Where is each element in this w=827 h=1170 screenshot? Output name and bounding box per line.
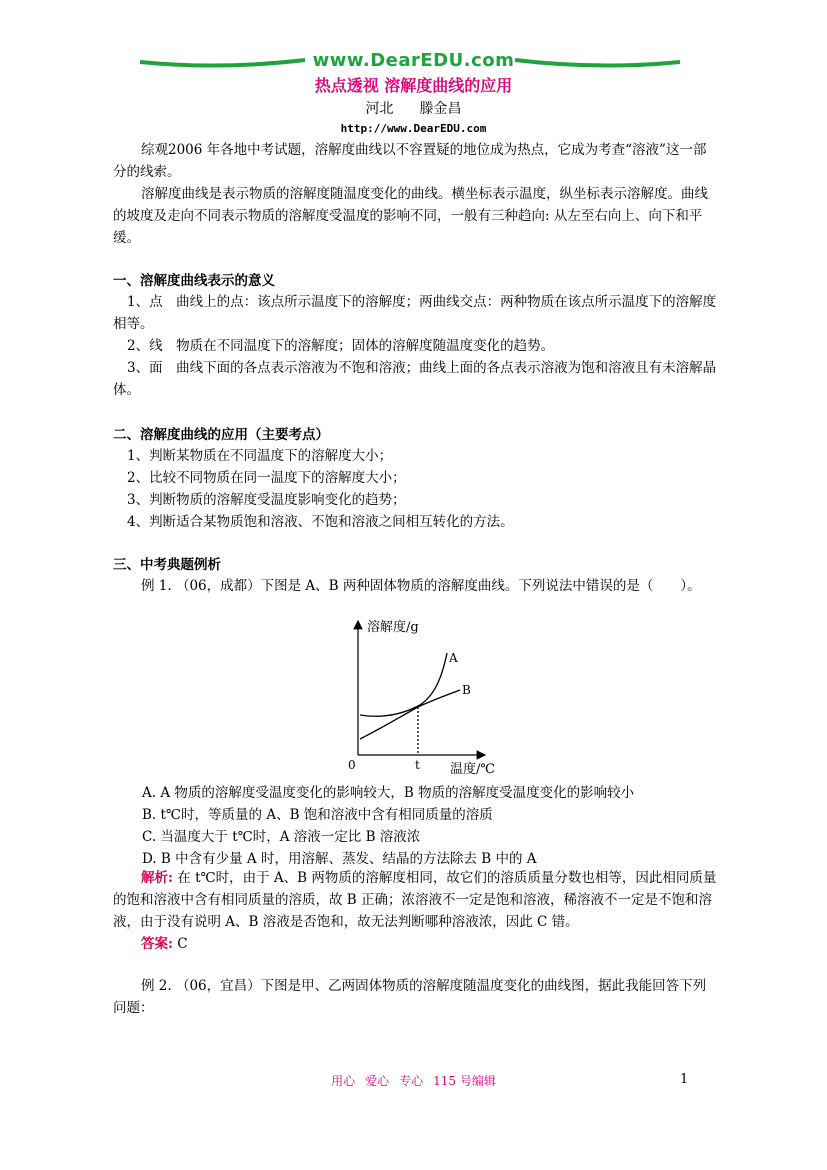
option-d: D. B 中含有少量 A 时，用溶解、蒸发、结晶的方法除去 B 中的 A xyxy=(142,851,537,867)
section-2-item-4: 4、判断适合某物质饱和溶液、不饱和溶液之间相互转化的方法。 xyxy=(127,514,514,530)
document-title: 热点透视 溶解度曲线的应用 xyxy=(314,76,513,95)
graph-t-label: t xyxy=(415,758,420,772)
option-c: C. 当温度大于 t℃时，A 溶液一定比 B 溶液浓 xyxy=(142,829,421,845)
section-1-item-3: 3、面 曲线下面的各点表示溶液为不饱和溶液；曲线上面的各点表示溶液为饱和溶液且有未溶解晶体。 xyxy=(113,360,717,398)
section-1-item-2: 2、线 物质在不同温度下的溶解度；固体的溶解度随温度变化的趋势。 xyxy=(127,338,555,354)
page-number: 1 xyxy=(680,1072,689,1087)
analysis-text: 在 t℃时，由于 A、B 两物质的溶解度相同，故它们的溶质质量分数也相等，因此相同质量的饱和溶液中含有相同质量的溶质，故 B 正确；浓溶液不一定是饱和溶液，稀溶液不一定是不饱和溶液，由于没有说明 A、B 溶液是否饱和，故无法判断哪种溶液浓，因此 C 错。 xyxy=(113,870,717,930)
answer-line xyxy=(113,933,718,955)
section-2-item-2: 2、比较不同物质在同一温度下的溶解度大小； xyxy=(127,470,406,486)
author-region: 河北 xyxy=(365,101,394,117)
option-a: A. A 物质的溶解度受温度变化的影响较大，B 物质的溶解度受温度变化的影响较小 xyxy=(142,785,635,801)
option-b: B. t℃时，等质量的 A、B 饱和溶液中含有相同质量的溶质 xyxy=(142,807,493,823)
answer-value: C xyxy=(172,936,188,952)
curve-a xyxy=(360,653,447,716)
intro-paragraph-2: 溶解度曲线是表示物质的溶解度随温度变化的曲线。横坐标表示温度，纵坐标表示溶解度。曲线的坡度及走向不同表示物质的溶解度受温度的影响不同，一般有三种趋向: 从左至右向上、向下和平缓。 xyxy=(113,186,708,246)
curve-b-label: B xyxy=(462,683,471,697)
page-footer xyxy=(0,1072,827,1089)
answer-label: 答案: xyxy=(141,936,173,952)
example-2-question: 例 2. （06，宜昌）下图是甲、乙两固体物质的溶解度随温度变化的曲线图，据此我能回答下列问题： xyxy=(113,978,707,1016)
author-name: 滕金昌 xyxy=(419,101,462,117)
section-2-item-1: 1、判断某物质在不同温度下的溶解度大小； xyxy=(127,448,393,464)
graph-y-label: 溶解度/g xyxy=(367,620,419,635)
graph-x-label: 温度/℃ xyxy=(450,762,495,777)
site-url: http://www.DearEDU.com xyxy=(340,122,487,135)
section-2-heading: 二、溶解度曲线的应用（主要考点） xyxy=(113,427,329,443)
example-1-question: 例 1. （06，成都）下图是 A、B 两种固体物质的溶解度曲线。下列说法中错误的是（ ）。 xyxy=(141,578,701,594)
footer-part-1: 用心 xyxy=(331,1074,356,1088)
section-2-item-3: 3、判断物质的溶解度受温度影响变化的趋势； xyxy=(127,492,406,508)
section-1-heading: 一、溶解度曲线表示的意义 xyxy=(113,273,275,289)
footer-part-3: 专心 xyxy=(399,1074,424,1088)
footer-part-2: 爱心 xyxy=(365,1074,390,1088)
solubility-graph xyxy=(340,615,500,780)
author-line xyxy=(0,98,827,118)
graph-origin-label: 0 xyxy=(348,758,356,772)
section-3-heading: 三、中考典题例析 xyxy=(113,557,221,573)
curve-b xyxy=(360,690,460,739)
footer-part-4: 115 号编辑 xyxy=(433,1074,496,1088)
site-logo: www.DearEDU.com xyxy=(312,50,515,71)
analysis-label: 解析: xyxy=(141,870,173,886)
curve-a-label: A xyxy=(449,651,458,665)
intro-paragraph-1: 综观2006 年各地中考试题，溶解度曲线以不容置疑的地位成为热点，它成为考查“溶液”这一部分的线索。 xyxy=(113,142,707,180)
section-1-item-1: 1、点 曲线上的点：该点所示温度下的溶解度；两曲线交点：两种物质在该点所示温度下的溶解度相等。 xyxy=(113,294,717,332)
analysis-paragraph xyxy=(113,867,718,933)
